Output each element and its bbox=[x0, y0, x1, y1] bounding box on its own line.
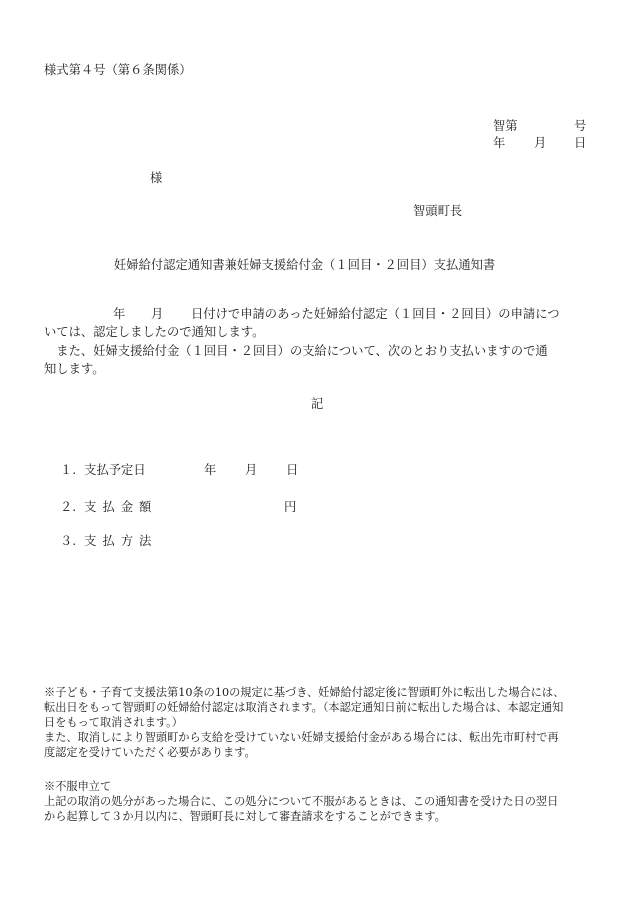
item-payment-amount bbox=[60, 499, 157, 515]
payment-day-label: 日 bbox=[286, 463, 299, 477]
appeal-heading: ※不服申立て bbox=[44, 780, 112, 793]
doc-number-suffix: 号 bbox=[574, 119, 587, 133]
item-label: 支払予定日 bbox=[84, 463, 146, 477]
body-line-1: 日付けで申請のあった妊婦給付認定（１回目・２回目）の申請につ bbox=[191, 307, 560, 321]
item-label: 支払方法 bbox=[84, 534, 158, 548]
date-month-label: 月 bbox=[534, 136, 547, 150]
note-line: 日をもって取消されます。） bbox=[44, 716, 183, 729]
item-label: 支払金額 bbox=[84, 500, 158, 514]
body-line-4: 知します。 bbox=[44, 362, 105, 376]
body-year-label: 年 bbox=[113, 307, 126, 321]
date-year-label: 年 bbox=[493, 136, 506, 150]
appeal-line: 上記の取消の処分があった場合に、この処分について不服があるときは、この通知書を受けた日の翌日 bbox=[44, 795, 559, 808]
date-day-label: 日 bbox=[574, 136, 587, 150]
document-title: 妊婦給付認定通知書兼妊婦支援給付金（１回目・２回目）支払通知書 bbox=[114, 258, 496, 272]
notes-section bbox=[44, 685, 604, 760]
item-payment-method bbox=[60, 533, 157, 549]
body-line-3: また、妊婦支援給付金（１回目・２回目）の支給について、次のとおり支払いますので通 bbox=[44, 344, 548, 358]
recipient-honorific: 様 bbox=[150, 171, 163, 185]
appeal-line: から起算して３か月以内に、智頭町長に対して審査請求をすることができます。 bbox=[44, 810, 446, 823]
appeal-section bbox=[44, 779, 604, 824]
item-number: １. bbox=[60, 463, 77, 477]
note-line: また、取消しにより智頭町から支給を受けていない妊婦支援給付金がある場合には、転出先市町村で再 bbox=[44, 731, 559, 744]
doc-number-prefix: 智第 bbox=[493, 119, 518, 133]
body-line-2: いては、認定しましたので通知します。 bbox=[44, 325, 265, 339]
issuer-name: 智頭町長 bbox=[413, 204, 463, 218]
item-payment-date bbox=[60, 462, 146, 478]
note-line: 転出日をもって智頭町の妊婦給付認定は取消されます。（本認定通知日前に転出した場合は、本認定通知 bbox=[44, 701, 564, 714]
note-line: ※子ども・子育て支援法第10条の10の規定に基づき、妊婦給付認定後に智頭町外に転出した場合には、 bbox=[44, 686, 565, 699]
ki-heading: 記 bbox=[311, 397, 324, 411]
amount-unit-label: 円 bbox=[284, 500, 297, 514]
form-number: 様式第４号（第６条関係） bbox=[44, 63, 192, 77]
payment-year-label: 年 bbox=[204, 463, 217, 477]
payment-month-label: 月 bbox=[245, 463, 258, 477]
item-number: ３. bbox=[60, 534, 77, 548]
item-number: ２. bbox=[60, 500, 77, 514]
body-month-label: 月 bbox=[151, 307, 164, 321]
note-line: 度認定を受けていただく必要があります。 bbox=[44, 746, 256, 759]
